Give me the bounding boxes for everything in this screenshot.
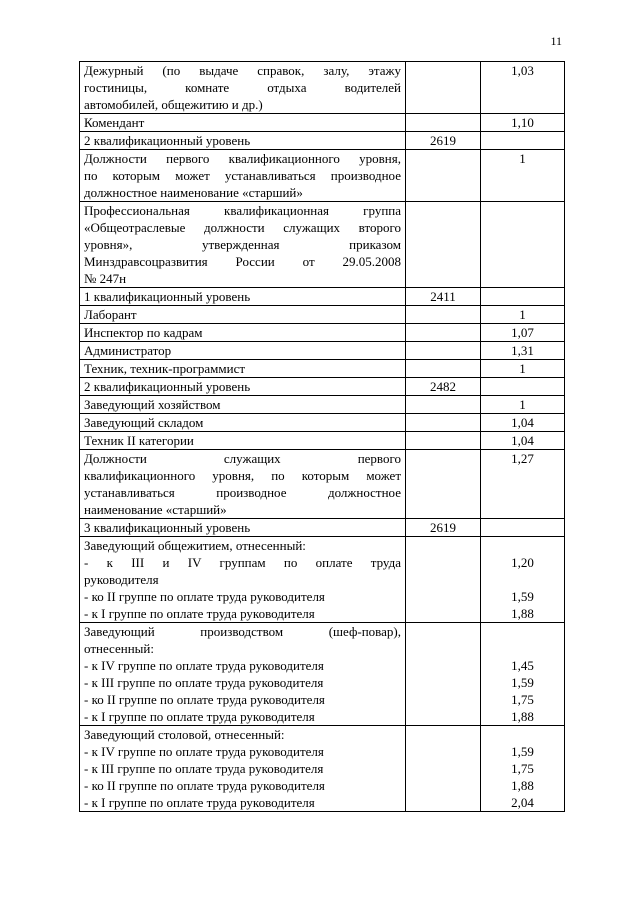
coefficient-value: 1,59 <box>511 675 534 690</box>
position-name-cell <box>80 114 406 132</box>
position-name-line: - к I группе по оплате труда руководителя <box>84 709 315 724</box>
coefficient-cell <box>481 306 565 324</box>
table-row <box>80 432 565 450</box>
table-row <box>80 150 565 202</box>
position-name-line: Должности первого квалификационного уровня, <box>84 151 401 166</box>
coefficient-cell <box>481 150 565 202</box>
position-name-line: гостиницы, комнате отдыха водителей <box>84 80 401 95</box>
coefficient-value <box>485 623 560 640</box>
position-name-line: Дежурный (по выдаче справок, залу, этажу <box>84 63 401 78</box>
coefficient-value: 1,75 <box>511 761 534 776</box>
qualification-code-cell <box>406 114 481 132</box>
position-name-cell <box>80 450 406 519</box>
position-name-line: - ко II группе по оплате труда руководителя <box>84 778 325 793</box>
coefficient-value: 1,03 <box>511 63 534 78</box>
table-row <box>80 726 565 812</box>
position-name-line: руководителя <box>84 572 159 587</box>
position-name-line: отнесенный: <box>84 641 154 656</box>
coefficient-value <box>485 288 560 305</box>
position-name-line: Администратор <box>84 343 172 358</box>
position-name-line: автомобилей, общежитию и др.) <box>84 97 263 112</box>
table-row <box>80 450 565 519</box>
position-name-line: - к IV группе по оплате труда руководителя <box>84 744 324 759</box>
position-name-line: - к I группе по оплате труда руководителя <box>84 795 315 810</box>
position-name-line: квалификационного уровня, по которым может <box>84 468 401 483</box>
position-name-line: - к III группе по оплате труда руководителя <box>84 761 324 776</box>
coefficient-cell <box>481 114 565 132</box>
qualification-code-cell <box>406 726 481 812</box>
page-number: 11 <box>550 34 562 48</box>
coefficient-cell <box>481 450 565 519</box>
position-name-line: - к I группе по оплате труда руководителя <box>84 606 315 621</box>
position-name-cell <box>80 62 406 114</box>
position-name-line: Техник, техник-программист <box>84 361 246 376</box>
coefficient-cell <box>481 623 565 726</box>
position-name-cell <box>80 414 406 432</box>
qualification-code-cell: 2482 <box>406 378 481 396</box>
table-row <box>80 360 565 378</box>
position-name-line: Заведующий производством (шеф-повар), <box>84 624 401 639</box>
qualification-code-cell: 2619 <box>406 519 481 537</box>
coefficient-value: 1 <box>519 361 526 376</box>
position-name-line: уровня», утвержденная приказом <box>84 237 401 252</box>
qualification-code-cell <box>406 342 481 360</box>
position-name-cell <box>80 378 406 396</box>
coefficient-value <box>485 519 560 536</box>
coefficient-value <box>485 726 560 743</box>
coefficient-cell <box>481 342 565 360</box>
qualification-code-cell <box>406 150 481 202</box>
qualification-code-cell <box>406 414 481 432</box>
position-name-cell <box>80 396 406 414</box>
position-name-line: - к III и IV группам по оплате труда <box>84 555 401 570</box>
position-name-cell <box>80 150 406 202</box>
table-row <box>80 62 565 114</box>
coefficient-value: 1,04 <box>511 415 534 430</box>
coefficient-cell <box>481 396 565 414</box>
table-row <box>80 342 565 360</box>
qualification-code-cell <box>406 537 481 623</box>
coefficient-value: 1,45 <box>511 658 534 673</box>
position-name-line: наименование «старший» <box>84 502 227 517</box>
position-name-line: по которым может устанавливаться производное <box>84 168 401 183</box>
table-row <box>80 623 565 726</box>
position-name-cell <box>80 306 406 324</box>
coefficient-value <box>485 378 560 395</box>
position-name-line: 1 квалификационный уровень <box>84 289 251 304</box>
position-name-cell <box>80 519 406 537</box>
position-name-cell <box>80 132 406 150</box>
salary-coefficient-table <box>79 61 565 812</box>
coefficient-value: 1,59 <box>511 744 534 759</box>
coefficient-value: 1,10 <box>511 115 534 130</box>
qualification-code-cell <box>406 324 481 342</box>
position-name-cell <box>80 726 406 812</box>
table-row <box>80 396 565 414</box>
position-name-line: Комендант <box>84 115 145 130</box>
position-name-cell <box>80 288 406 306</box>
coefficient-value <box>485 537 560 554</box>
position-name-line: - ко II группе по оплате труда руководителя <box>84 589 325 604</box>
coefficient-cell <box>481 378 565 396</box>
coefficient-cell <box>481 132 565 150</box>
qualification-code-cell <box>406 623 481 726</box>
position-name-line: - ко II группе по оплате труда руководителя <box>84 692 325 707</box>
coefficient-cell <box>481 414 565 432</box>
position-name-line: Заведующий складом <box>84 415 204 430</box>
coefficient-cell <box>481 537 565 623</box>
coefficient-value <box>485 132 560 149</box>
position-name-line: Лаборант <box>84 307 137 322</box>
position-name-cell <box>80 623 406 726</box>
coefficient-value: 1,20 <box>511 555 534 570</box>
coefficient-value: 2,04 <box>511 795 534 810</box>
position-name-line: - к IV группе по оплате труда руководителя <box>84 658 324 673</box>
position-name-line: 2 квалификационный уровень <box>84 133 251 148</box>
qualification-code-cell <box>406 450 481 519</box>
coefficient-cell <box>481 360 565 378</box>
position-name-line: Минздравсоцразвития России от 29.05.2008 <box>84 254 401 269</box>
table-row <box>80 324 565 342</box>
qualification-code-cell <box>406 432 481 450</box>
coefficient-cell <box>481 288 565 306</box>
coefficient-value <box>485 571 560 588</box>
coefficient-cell <box>481 202 565 288</box>
coefficient-cell <box>481 62 565 114</box>
position-name-line: Заведующий общежитием, отнесенный: <box>84 538 306 553</box>
qualification-code-cell <box>406 62 481 114</box>
position-name-line: устанавливаться производное должностное <box>84 485 401 500</box>
table-row <box>80 132 565 150</box>
qualification-code-cell <box>406 202 481 288</box>
table-row <box>80 114 565 132</box>
coefficient-value <box>485 202 560 219</box>
position-name-line: Профессиональная квалификационная группа <box>84 203 401 218</box>
qualification-code-cell: 2619 <box>406 132 481 150</box>
table-row <box>80 519 565 537</box>
coefficient-value: 1,31 <box>511 343 534 358</box>
coefficient-value: 1 <box>519 151 526 166</box>
position-name-cell <box>80 432 406 450</box>
position-name-cell <box>80 342 406 360</box>
coefficient-value <box>485 640 560 657</box>
coefficient-value: 1,88 <box>511 778 534 793</box>
coefficient-value: 1,59 <box>511 589 534 604</box>
position-name-line: «Общеотраслевые должности служащих второго <box>84 220 401 235</box>
qualification-code-cell <box>406 360 481 378</box>
position-name-line: № 247н <box>84 271 127 286</box>
table-row <box>80 537 565 623</box>
position-name-line: Должности служащих первого <box>84 451 401 466</box>
position-name-line: Техник II категории <box>84 433 194 448</box>
position-name-line: должностное наименование «старший» <box>84 185 303 200</box>
coefficient-value: 1,27 <box>511 451 534 466</box>
position-name-cell <box>80 360 406 378</box>
table-row <box>80 202 565 288</box>
position-name-cell <box>80 537 406 623</box>
table-row <box>80 414 565 432</box>
position-name-line: Инспектор по кадрам <box>84 325 203 340</box>
coefficient-value: 1 <box>519 307 526 322</box>
position-name-line: - к III группе по оплате труда руководителя <box>84 675 324 690</box>
position-name-line: 2 квалификационный уровень <box>84 379 251 394</box>
coefficient-value: 1,07 <box>511 325 534 340</box>
coefficient-cell <box>481 324 565 342</box>
coefficient-value: 1,75 <box>511 692 534 707</box>
coefficient-value: 1,04 <box>511 433 534 448</box>
qualification-code-cell <box>406 396 481 414</box>
table-row <box>80 378 565 396</box>
coefficient-cell <box>481 432 565 450</box>
qualification-code-cell: 2411 <box>406 288 481 306</box>
coefficient-value: 1,88 <box>511 606 534 621</box>
qualification-code-cell <box>406 306 481 324</box>
coefficient-value: 1 <box>519 397 526 412</box>
coefficient-cell <box>481 726 565 812</box>
coefficient-cell <box>481 519 565 537</box>
position-name-line: Заведующий столовой, отнесенный: <box>84 727 285 742</box>
coefficient-value: 1,88 <box>511 709 534 724</box>
position-name-line: 3 квалификационный уровень <box>84 520 251 535</box>
position-name-cell <box>80 324 406 342</box>
table-row <box>80 288 565 306</box>
table-row <box>80 306 565 324</box>
position-name-cell <box>80 202 406 288</box>
position-name-line: Заведующий хозяйством <box>84 397 221 412</box>
